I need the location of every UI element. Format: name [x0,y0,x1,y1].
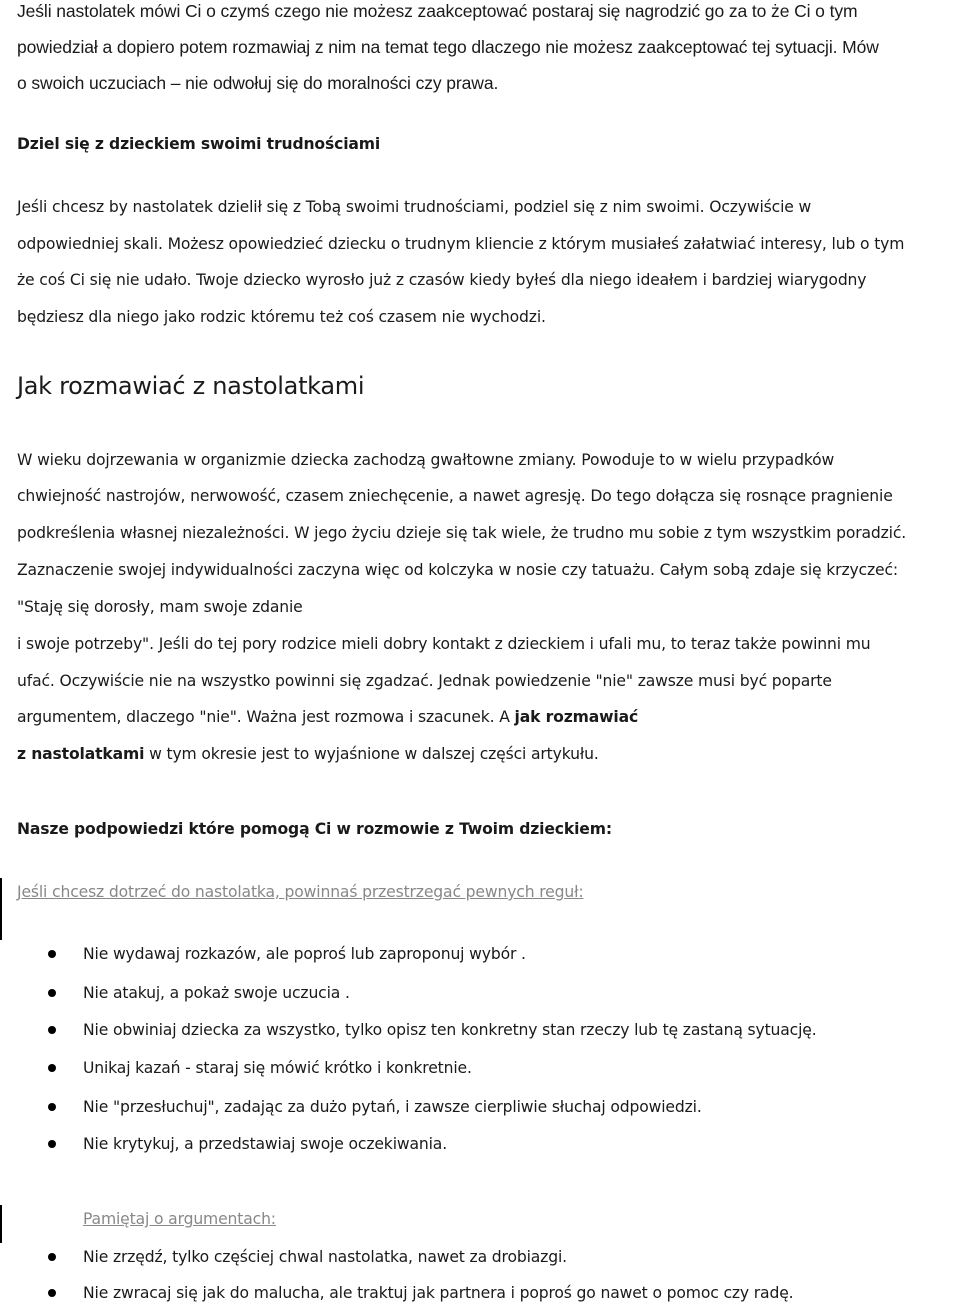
section-line-2: chwiejność nastrojów, nerwowość, czasem zniechęcenie, a nawet agresję. Do tego dołącza się rosnące pragnienie [17,487,893,505]
tips-heading: Nasze podpowiedzi które pomogą Ci w rozmowie z Twoim dzieckiem: [17,820,612,838]
bullet-icon [48,1289,56,1297]
section-line-8-text: argumentem, dlaczego "nie". Ważna jest rozmowa i szacunek. A [17,708,515,726]
rule-text: Nie "przesłuchuj", zadając za dużo pytań, i zawsze cierpliwie słuchaj odpowiedzi. [83,1098,702,1116]
rules-link[interactable]: Jeśli chcesz dotrzeć do nastolatka, powinnaś przestrzegać pewnych reguł: [17,883,584,901]
bullet-icon [48,1064,56,1072]
section-line-3: podkreślenia własnej niezależności. W jego życiu dzieje się tak wiele, że trudno mu sobie z tym wszystkim poradzić. [17,524,907,542]
argument-text: Nie zrzędź, tylko częściej chwal nastolatka, nawet za drobiazgi. [83,1248,567,1266]
intro-line-1: Jeśli nastolatek mówi Ci o czymś czego nie możesz zaakceptować postaraj się nagrodzić go za to że Ci o tym [17,1,858,21]
rule-text: Unikaj kazań - staraj się mówić krótko i konkretnie. [83,1059,472,1077]
share-line-3: że coś Ci się nie udało. Twoje dziecko wyrosło już z czasów kiedy byłeś dla niego ideałem i bardziej wiarygodny [17,271,867,289]
bullet-icon [48,989,56,997]
section-line-7: ufać. Oczywiście nie na wszystko powinni się zgadzać. Jednak powiedzenie "nie" zawsze musi być poparte [17,672,832,690]
rule-text: Nie krytykuj, a przedstawiaj swoje oczekiwania. [83,1135,448,1153]
bullet-icon [48,1103,56,1111]
section-line-5: "Staję się dorosły, mam swoje zdanie [17,598,303,616]
share-line-1: Jeśli chcesz by nastolatek dzielił się z Tobą swoimi trudnościami, podziel się z nim swoimi. Oczywiście w [17,198,812,216]
arguments-link[interactable]: Pamiętaj o argumentach: [83,1210,276,1228]
left-margin-bar [0,1205,2,1243]
intro-line-2: powiedział a dopiero potem rozmawiaj z nim na temat tego dlaczego nie możesz zaakceptować tej sytuacji. Mów [17,37,879,57]
share-heading: Dziel się z dzieckiem swoimi trudnościami [17,135,381,153]
share-line-4: będziesz dla niego jako rodzic któremu też coś czasem nie wychodzi. [17,308,546,326]
bullet-icon [48,1140,56,1148]
argument-text: Nie zwracaj się jak do malucha, ale traktuj jak partnera i poproś go nawet o pomoc czy radę. [83,1284,794,1302]
section-title: Jak rozmawiać z nastolatkami [17,372,365,400]
section-line-6: i swoje potrzeby". Jeśli do tej pory rodzice mieli dobry kontakt z dzieckiem i ufali mu, to teraz także powinni mu [17,635,871,653]
section-line-4: Zaznaczenie swojej indywidualności zaczyna więc od kolczyka w nosie czy tatuażu. Całym sobą zdaje się krzyczeć: [17,561,898,579]
section-line-8 [17,706,638,728]
rule-text: Nie obwiniaj dziecka za wszystko, tylko opisz ten konkretny stan rzeczy lub tę zastaną sytuację. [83,1021,817,1039]
left-margin-bar [0,878,2,940]
rule-text: Nie atakuj, a pokaż swoje uczucia . [83,984,350,1002]
bullet-icon [48,1026,56,1034]
rule-text: Nie wydawaj rozkazów, ale poproś lub zaproponuj wybór . [83,945,526,963]
keyword-jak-rozmawiac: jak rozmawiać [514,708,639,726]
keyword-z-nastolatkami: z nastolatkami [17,745,145,763]
bullet-icon [48,1253,56,1261]
section-line-1: W wieku dojrzewania w organizmie dziecka zachodzą gwałtowne zmiany. Powoduje to w wielu przypadków [17,451,835,469]
bullet-icon [48,950,56,958]
section-line-9-text: w tym okresie jest to wyjaśnione w dalszej części artykułu. [144,745,599,763]
share-line-2: odpowiedniej skali. Możesz opowiedzieć dziecku o trudnym kliencie z którym musiałeś załatwiać interesy, lub o tym [17,235,905,253]
section-line-9 [17,743,599,765]
intro-line-3: o swoich uczuciach – nie odwołuj się do moralności czy prawa. [17,73,499,93]
